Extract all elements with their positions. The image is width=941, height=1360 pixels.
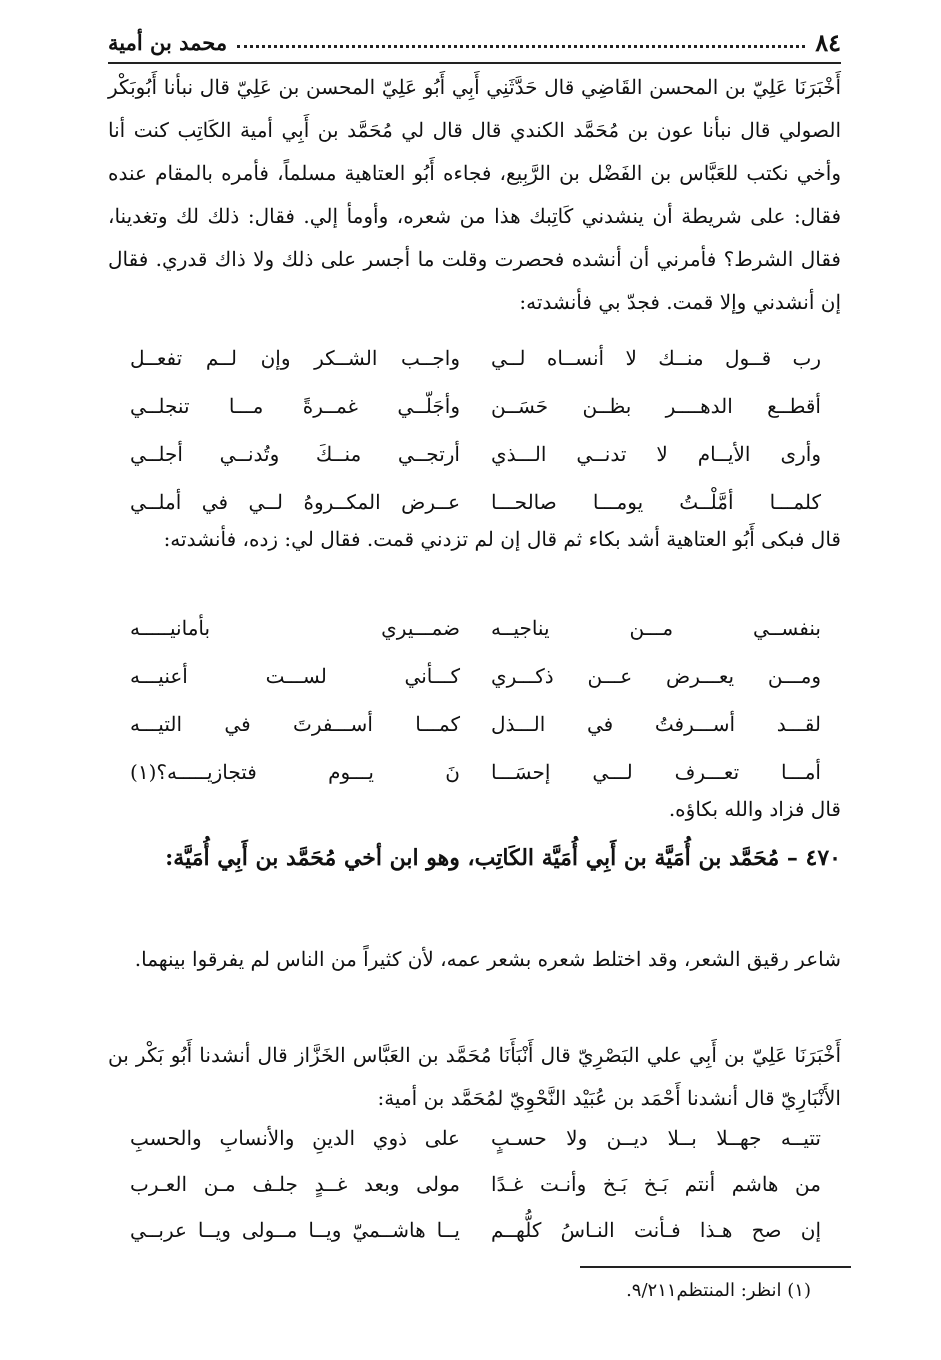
header-dots xyxy=(237,45,805,48)
verse-second-hemistich: كـــأني لســـت أعنيـــه xyxy=(130,664,460,688)
running-title: محمد بن أمية xyxy=(108,29,228,55)
verse-row xyxy=(130,1126,821,1172)
verse-second-hemistich: واجــب الشــكر وإن لــم تفعــل xyxy=(130,346,460,370)
page-header xyxy=(108,22,841,62)
paragraph-4: شاعر رقيق الشعر، وقد اختلط شعره بشعر عمه، لأن كثيراً من الناس لم يفرقوا بينهما. xyxy=(134,947,841,971)
verse-second-hemistich: يــا هاشــميّ ويــا مــولى ويــا عربــي xyxy=(130,1218,460,1242)
verse-row xyxy=(130,394,821,442)
poem-1 xyxy=(130,346,821,538)
poem-2 xyxy=(130,616,821,808)
verse-row xyxy=(130,442,821,490)
paragraph-5: أَخْبَرَنَا عَلِيّ بن أَبِي علي البَصْرِيّ قال أَنْبَأَنَا مُحَمَّد بن العَبَّاس الخَزَّاز قال أنشدنا أَبُو بَكْر بن الأَنْبَارِيّ قال أنشدنا أَحْمَد بن عُبَيْد النَّحْوِيّ لمُحَمَّد بن أمية: xyxy=(108,1043,841,1110)
footnote-rule xyxy=(580,1266,851,1268)
verse-second-hemistich: أرتجــي منــكَ وتُدنــي أجلــي xyxy=(130,442,460,466)
footnote: (١) انظر: المنتظم٩/٢١١. xyxy=(626,1280,811,1301)
verse-second-hemistich: مولى وبعد غــدٍ جلـف مـن العـرب xyxy=(130,1172,460,1196)
verse-second-hemistich: عــرض المكــروهُ لــي في أملــي xyxy=(130,490,460,514)
verse-first-hemistich: لقـــد أســـرفتُ في الـــذل xyxy=(491,712,821,736)
verse-first-hemistich: رب قــول منــك لا أنســاه لــي xyxy=(491,346,821,370)
verse-row xyxy=(130,616,821,664)
verse-row xyxy=(130,346,821,394)
verse-second-hemistich: نَ يـــوم فتجازيـــــه؟(١) xyxy=(130,760,460,784)
paragraph-3: قال فزاد والله بكاؤه. xyxy=(668,797,841,821)
page-number: ٨٤ xyxy=(815,27,841,57)
verse-second-hemistich: ضمـــيري بأمانيـــــه xyxy=(130,616,460,640)
verse-second-hemistich: على ذوي الدينِ والأنسابِ والحسبِ xyxy=(130,1126,460,1150)
paragraph-1: أَخْبَرَنَا عَلِيّ بن المحسن القَاضِي قال حَدَّثَنِي أَبِي أَبُو عَلِيّ المحسن بن عَلِيّ قال نبأنا أَبُوبَكْر الصولي قال نبأنا عون بن مُحَمَّد الكندي قال قال لي مُحَمَّد بن أَبِي أمية الكَاتِب كنت أنا وأخي نكتب للعَبَّاس بن الفَضْل بن الرَّبِيع، فجاءه أَبُو العتاهية مسلماً، فأمره بالمقام عنده فقال: على شريطة أن ينشدني كَاتِبك هذا من شعره، وأومأ إلي. فقال: ذلك لك وتغدينا، فقال الشرط؟ فأمرني أن أنشده فحصرت وقلت ما أجسر على ذلك ولا ذاك قدري. فقال إن أنشدني وإلا قمت. فجدّ بي فأنشدته: xyxy=(108,75,841,314)
verse-first-hemistich: بنفســي مـــن يناجيــه xyxy=(491,616,821,640)
entry-heading: ٤٧٠ – مُحَمَّد بن أُمَيَّة بن أَبِي أُمَيَّة الكَاتِب، وهو ابن أخي مُحَمَّد بن أَبِي أُمَيَّة: xyxy=(165,845,841,871)
verse-second-hemistich: وأجَلّــي غمــرةً مـــا تنجلــي xyxy=(130,394,460,418)
verse-row xyxy=(130,1172,821,1218)
verse-first-hemistich: كلمـــا أمَّلْــتُ يومـــا صالحـــا xyxy=(491,490,821,514)
verse-first-hemistich: ومـــن يعـــرض عـــن ذكـــري xyxy=(491,664,821,688)
poem-3 xyxy=(130,1126,821,1264)
verse-first-hemistich: إن صح هـذا فـأنت النـاسُ كلُّهــم xyxy=(491,1218,821,1242)
verse-first-hemistich: وأرى الأيــام لا تدنــي الـــذي xyxy=(491,442,821,466)
verse-row xyxy=(130,712,821,760)
verse-first-hemistich: أقطــع الدهــــر بظــن حَسَــن xyxy=(491,394,821,418)
header-rule xyxy=(108,62,841,64)
paragraph-2: قال فبكى أَبُو العتاهية أشد بكاء ثم قال إن لم تزدني قمت. فقال لي: زده، فأنشدته: xyxy=(163,527,841,551)
verse-second-hemistich: كمـــا أســـفرتَ في التيـــه xyxy=(130,712,460,736)
verse-row xyxy=(130,664,821,712)
verse-first-hemistich: من هاشم أنتم بَـخ بَـخ وأنـت غـدًا xyxy=(491,1172,821,1196)
verse-row xyxy=(130,1218,821,1264)
verse-first-hemistich: أمـــا تعـــرف لـــي إحسَـــا xyxy=(491,760,821,784)
verse-first-hemistich: تتيــه جهــلا بــلا ديــن ولا حسـبٍ xyxy=(491,1126,821,1150)
